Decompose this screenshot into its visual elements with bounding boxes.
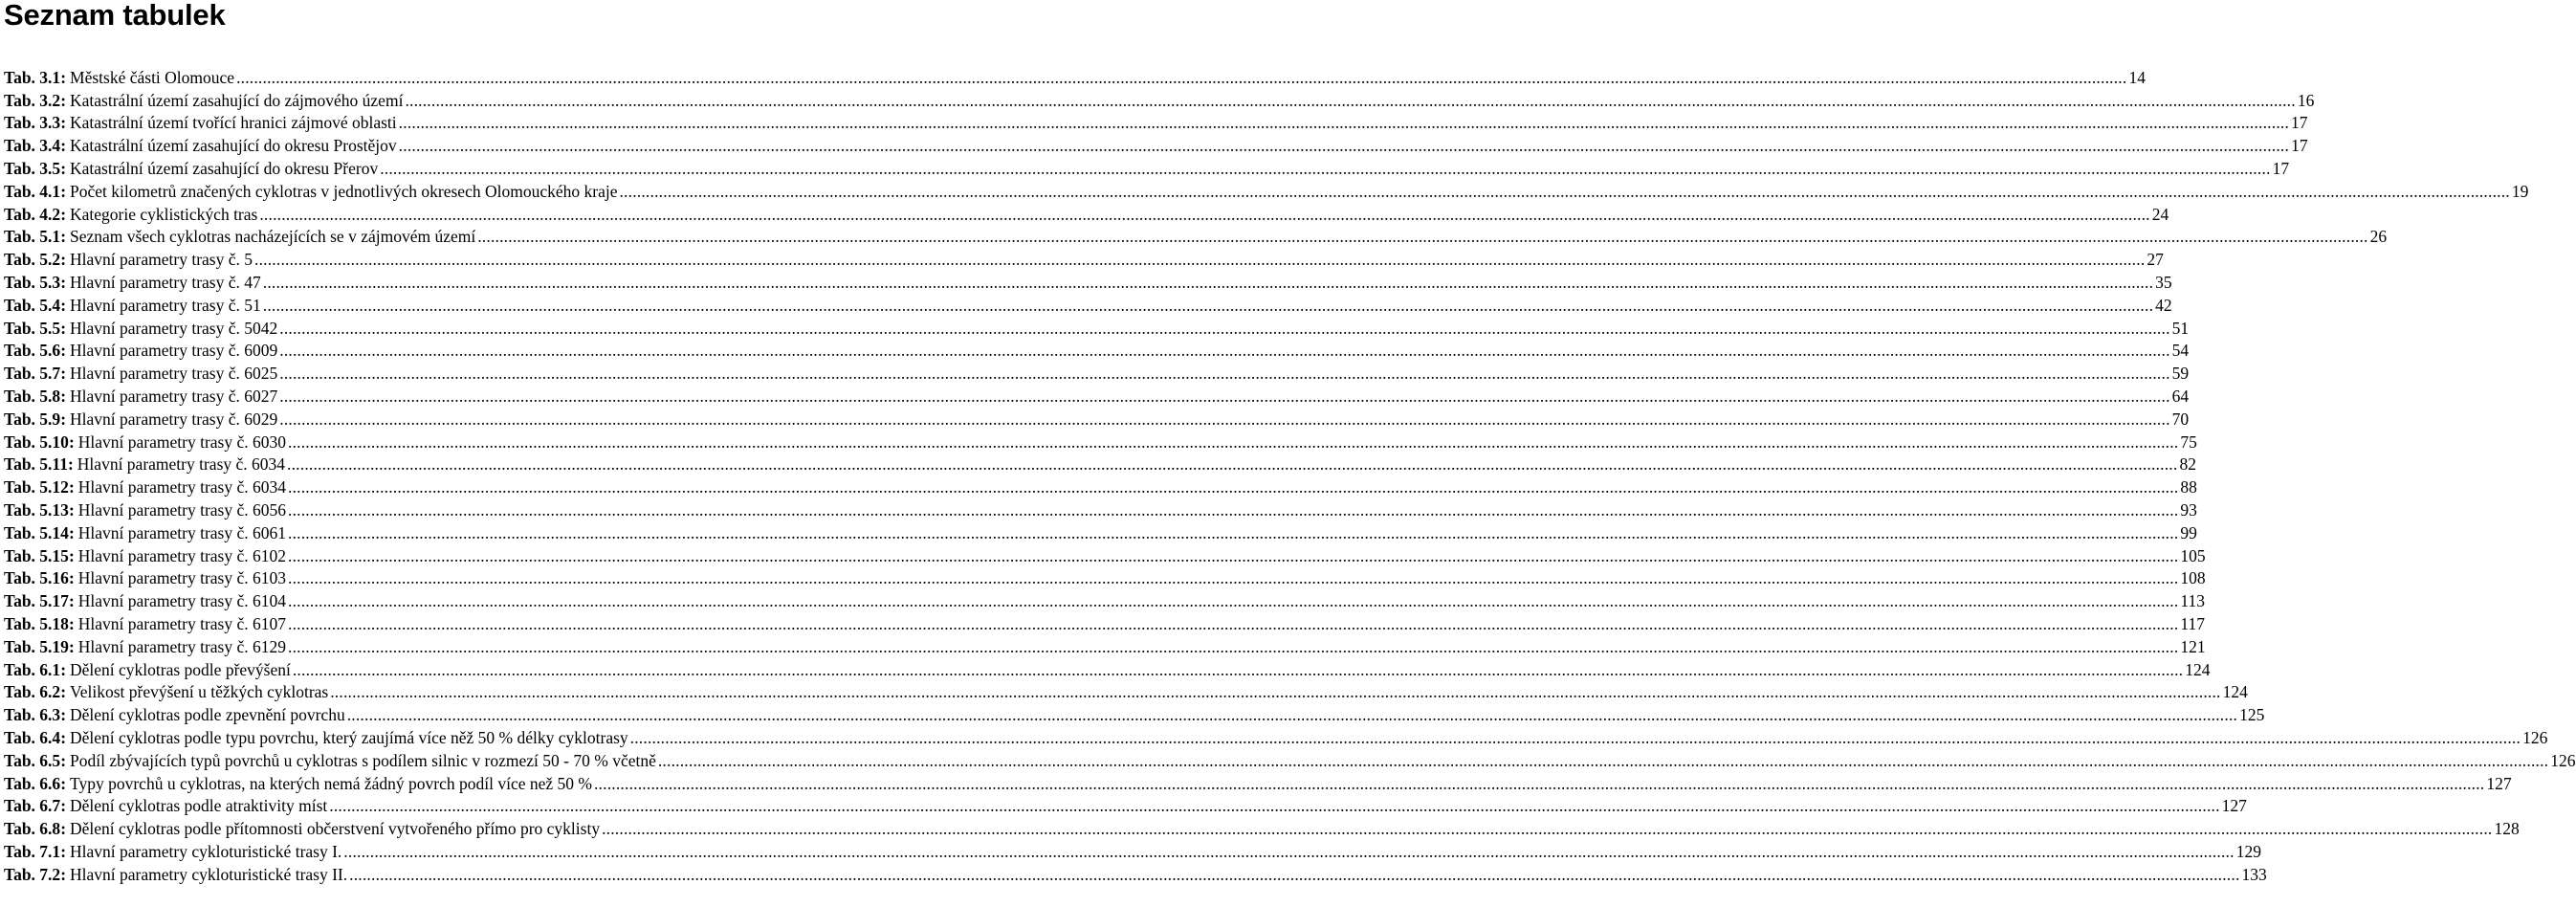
table-number-separator: : bbox=[68, 568, 75, 588]
table-caption: Hlavní parametry trasy č. 6129 bbox=[77, 636, 286, 656]
table-list-item[interactable] bbox=[4, 247, 2164, 270]
table-caption: Katastrální území zasahující do okresu Přerov bbox=[70, 158, 379, 178]
table-number: Tab. 7.1 bbox=[4, 841, 61, 861]
table-number-separator: : bbox=[60, 90, 67, 110]
page-number: 17 bbox=[2291, 113, 2308, 133]
page-number: 124 bbox=[2185, 659, 2211, 679]
table-caption: Dělení cyklotras podle přítomnosti občerstvení vytvořeného přímo pro cyklisty bbox=[70, 819, 601, 839]
table-list-item[interactable] bbox=[4, 133, 2308, 156]
table-list-item[interactable] bbox=[4, 566, 2206, 589]
table-caption: Hlavní parametry trasy č. 5042 bbox=[70, 318, 278, 338]
page-number: 126 bbox=[2522, 727, 2548, 747]
table-caption: Počet kilometrů značených cyklotras v jednotlivých okresech Olomouckého kraje bbox=[70, 181, 618, 201]
table-caption: Typy povrchů u cyklotras, na kterých nemá žádný povrch podíl více než 50 % bbox=[70, 773, 592, 793]
page-number: 117 bbox=[2180, 613, 2206, 633]
table-number: Tab. 5.7 bbox=[4, 364, 61, 384]
dot-leader bbox=[254, 249, 2145, 270]
table-number: Tab. 5.9 bbox=[4, 409, 61, 429]
table-number: Tab. 5.5 bbox=[4, 318, 61, 338]
dot-leader bbox=[288, 545, 2178, 566]
table-list-item[interactable] bbox=[4, 771, 2512, 794]
dot-leader bbox=[279, 318, 2169, 339]
table-number: Tab. 6.6 bbox=[4, 773, 61, 793]
table-number: Tab. 6.8 bbox=[4, 819, 61, 839]
table-caption: Hlavní parametry trasy č. 6009 bbox=[70, 341, 278, 361]
page-number: 26 bbox=[2369, 227, 2388, 247]
dot-leader bbox=[279, 386, 2169, 407]
table-number-separator: : bbox=[60, 796, 67, 816]
page-number: 128 bbox=[2494, 819, 2520, 839]
table-list-item[interactable] bbox=[4, 270, 2172, 293]
table-list bbox=[4, 65, 2576, 885]
table-number: Tab. 3.2 bbox=[4, 90, 61, 110]
dot-leader bbox=[279, 340, 2169, 361]
page-number: 93 bbox=[2180, 499, 2197, 520]
page-number: 75 bbox=[2180, 431, 2197, 452]
table-number: Tab. 5.6 bbox=[4, 341, 61, 361]
page-number: 113 bbox=[2180, 591, 2206, 611]
table-number: Tab. 5.2 bbox=[4, 250, 61, 270]
dot-leader bbox=[288, 590, 2178, 611]
table-list-item[interactable] bbox=[4, 88, 2315, 111]
table-caption: Dělení cyklotras podle atraktivity míst bbox=[70, 796, 328, 816]
table-number: Tab. 4.2 bbox=[4, 204, 61, 224]
table-list-item[interactable] bbox=[4, 520, 2197, 543]
table-number-separator: : bbox=[60, 341, 67, 361]
table-number: Tab. 3.1 bbox=[4, 67, 61, 87]
page-number: 14 bbox=[2128, 67, 2146, 87]
table-number: Tab. 5.3 bbox=[4, 272, 61, 292]
table-number: Tab. 5.8 bbox=[4, 386, 61, 406]
table-number: Tab. 5.18 bbox=[4, 613, 69, 633]
table-number-separator: : bbox=[68, 591, 75, 611]
table-list-item[interactable] bbox=[4, 361, 2190, 384]
dot-leader bbox=[602, 818, 2492, 839]
table-list-item[interactable] bbox=[4, 611, 2206, 634]
table-caption: Hlavní parametry trasy č. 6034 bbox=[77, 454, 286, 475]
page-number: 127 bbox=[2486, 773, 2512, 793]
page-number: 108 bbox=[2180, 568, 2206, 588]
table-caption: Dělení cyklotras podle převýšení bbox=[70, 659, 291, 679]
page-number: 42 bbox=[2155, 295, 2172, 315]
table-caption: Hlavní parametry trasy č. 47 bbox=[70, 272, 261, 292]
table-caption: Hlavní parametry trasy č. 51 bbox=[70, 295, 261, 315]
table-caption: Hlavní parametry cykloturistické trasy I. bbox=[70, 841, 342, 861]
dot-leader bbox=[288, 499, 2178, 520]
table-number-separator: : bbox=[60, 158, 67, 178]
page-number: 51 bbox=[2171, 318, 2190, 338]
table-number-separator: : bbox=[60, 386, 67, 406]
table-caption: Městské části Olomouce bbox=[70, 67, 235, 87]
table-number: Tab. 5.13 bbox=[4, 499, 69, 520]
page-number: 27 bbox=[2147, 250, 2164, 270]
dot-leader bbox=[347, 704, 2237, 725]
table-list-item[interactable] bbox=[4, 702, 2265, 725]
table-list-item[interactable] bbox=[4, 475, 2197, 498]
table-number: Tab. 3.3 bbox=[4, 113, 61, 133]
table-number: Tab. 6.1 bbox=[4, 659, 61, 679]
page-number: 70 bbox=[2171, 409, 2190, 429]
table-caption: Hlavní parametry trasy č. 6027 bbox=[70, 386, 278, 406]
dot-leader bbox=[288, 522, 2178, 543]
table-list-item[interactable] bbox=[4, 634, 2206, 657]
table-list-item[interactable] bbox=[4, 498, 2197, 520]
table-number-separator: : bbox=[60, 295, 67, 315]
page-number: 105 bbox=[2180, 545, 2206, 565]
table-caption: Hlavní parametry cykloturistické trasy II. bbox=[70, 864, 348, 884]
table-number-separator: : bbox=[68, 431, 75, 452]
table-number-separator: : bbox=[60, 227, 67, 247]
dot-leader bbox=[658, 750, 2548, 771]
dot-leader bbox=[288, 431, 2178, 453]
table-number-separator: : bbox=[60, 773, 67, 793]
dot-leader bbox=[405, 90, 2295, 111]
page-number: 99 bbox=[2180, 522, 2197, 542]
table-number-separator: : bbox=[60, 250, 67, 270]
table-number-separator: : bbox=[60, 659, 67, 679]
table-number-separator: : bbox=[68, 499, 75, 520]
table-number-separator: : bbox=[60, 113, 67, 133]
dot-leader bbox=[380, 158, 2270, 179]
table-number-separator: : bbox=[60, 181, 67, 201]
dot-leader bbox=[349, 864, 2239, 885]
table-number-separator: : bbox=[68, 522, 75, 542]
table-number: Tab. 4.1 bbox=[4, 181, 61, 201]
table-list-item[interactable] bbox=[4, 816, 2520, 839]
table-list-item[interactable] bbox=[4, 384, 2190, 407]
table-list-item[interactable] bbox=[4, 293, 2172, 316]
table-list-item[interactable] bbox=[4, 430, 2197, 453]
table-number-separator: : bbox=[60, 864, 67, 884]
table-caption: Hlavní parametry trasy č. 6034 bbox=[77, 477, 286, 498]
dot-leader bbox=[399, 112, 2289, 133]
table-list-item[interactable] bbox=[4, 839, 2261, 862]
table-number-separator: : bbox=[68, 636, 75, 656]
table-list-item[interactable] bbox=[4, 680, 2248, 703]
table-number-separator: : bbox=[60, 682, 67, 702]
dot-leader bbox=[293, 659, 2183, 680]
table-list-item[interactable] bbox=[4, 339, 2190, 362]
dot-leader bbox=[343, 841, 2234, 862]
table-list-item[interactable] bbox=[4, 316, 2190, 339]
table-number-separator: : bbox=[60, 136, 67, 156]
page-number: 82 bbox=[2179, 454, 2196, 475]
table-number-separator: : bbox=[68, 477, 75, 498]
table-caption: Velikost převýšení u těžkých cyklotras bbox=[70, 682, 329, 702]
table-caption: Hlavní parametry trasy č. 5 bbox=[70, 250, 253, 270]
dot-leader bbox=[288, 613, 2178, 634]
dot-leader bbox=[630, 727, 2521, 748]
page-number: 129 bbox=[2235, 841, 2261, 861]
table-number: Tab. 6.5 bbox=[4, 750, 61, 770]
table-number: Tab. 5.16 bbox=[4, 568, 69, 588]
dot-leader bbox=[279, 409, 2169, 430]
dot-leader bbox=[259, 204, 2149, 225]
table-caption: Hlavní parametry trasy č. 6030 bbox=[77, 431, 286, 452]
table-list-item[interactable] bbox=[4, 179, 2529, 202]
table-number-separator: : bbox=[60, 841, 67, 861]
dot-leader bbox=[263, 295, 2153, 316]
page-number: 17 bbox=[2291, 136, 2308, 156]
table-number: Tab. 3.4 bbox=[4, 136, 61, 156]
dot-leader bbox=[288, 567, 2178, 588]
table-list-item[interactable] bbox=[4, 202, 2169, 225]
table-caption: Podíl zbývajících typů povrchů u cyklotras s podílem silnic v rozmezí 50 - 70 % včetně bbox=[70, 750, 656, 770]
table-number: Tab. 6.4 bbox=[4, 727, 61, 747]
table-number-separator: : bbox=[60, 318, 67, 338]
page-number: 88 bbox=[2180, 477, 2197, 498]
table-number-separator: : bbox=[67, 454, 74, 475]
table-caption: Hlavní parametry trasy č. 6025 bbox=[70, 364, 278, 384]
page-number: 19 bbox=[2511, 181, 2529, 201]
table-caption: Hlavní parametry trasy č. 6029 bbox=[70, 409, 278, 429]
table-caption: Hlavní parametry trasy č. 6056 bbox=[77, 499, 286, 520]
dot-leader bbox=[287, 454, 2177, 475]
dot-leader bbox=[619, 181, 2509, 202]
table-caption: Kategorie cyklistických tras bbox=[70, 204, 258, 224]
table-list-item[interactable] bbox=[4, 588, 2206, 611]
table-number-separator: : bbox=[60, 819, 67, 839]
page-number: 24 bbox=[2151, 204, 2169, 224]
page-number: 125 bbox=[2239, 705, 2265, 725]
page-number: 127 bbox=[2221, 796, 2247, 816]
table-number: Tab. 5.17 bbox=[4, 591, 69, 611]
dot-leader bbox=[263, 272, 2153, 293]
table-list-item[interactable] bbox=[4, 225, 2388, 248]
page-number: 59 bbox=[2171, 364, 2190, 384]
table-number: Tab. 6.3 bbox=[4, 705, 61, 725]
dot-leader bbox=[288, 476, 2178, 498]
table-number: Tab. 5.14 bbox=[4, 522, 69, 542]
table-number: Tab. 5.1 bbox=[4, 227, 61, 247]
table-number-separator: : bbox=[60, 727, 67, 747]
dot-leader bbox=[594, 773, 2484, 794]
table-number-separator: : bbox=[60, 750, 67, 770]
dot-leader bbox=[329, 795, 2219, 816]
dot-leader bbox=[236, 67, 2126, 88]
table-list-item[interactable] bbox=[4, 453, 2196, 476]
table-list-item[interactable] bbox=[4, 543, 2206, 566]
page-number: 133 bbox=[2241, 864, 2267, 884]
table-caption: Hlavní parametry trasy č. 6061 bbox=[77, 522, 286, 542]
table-list-item[interactable] bbox=[4, 65, 2146, 88]
table-number: Tab. 3.5 bbox=[4, 158, 61, 178]
table-number: Tab. 7.2 bbox=[4, 864, 61, 884]
table-number-separator: : bbox=[68, 613, 75, 633]
table-number: Tab. 5.19 bbox=[4, 636, 69, 656]
table-caption: Seznam všech cyklotras nacházejících se v zájmovém území bbox=[70, 227, 476, 247]
table-list-item[interactable] bbox=[4, 748, 2576, 771]
table-list-item[interactable] bbox=[4, 657, 2211, 680]
table-list-item[interactable] bbox=[4, 111, 2308, 134]
table-list-item[interactable] bbox=[4, 407, 2190, 430]
dot-leader bbox=[279, 363, 2169, 384]
table-number-separator: : bbox=[60, 705, 67, 725]
table-number: Tab. 5.15 bbox=[4, 545, 69, 565]
dot-leader bbox=[288, 636, 2178, 657]
page-title: Seznam tabulek bbox=[4, 0, 226, 32]
table-caption: Dělení cyklotras podle zpevnění povrchu bbox=[70, 705, 345, 725]
table-number-separator: : bbox=[60, 67, 67, 87]
page-number: 64 bbox=[2171, 386, 2190, 406]
table-list-item[interactable] bbox=[4, 725, 2548, 748]
table-caption: Katastrální území zasahující do zájmového území bbox=[70, 90, 404, 110]
table-list-item[interactable] bbox=[4, 156, 2290, 179]
table-caption: Hlavní parametry trasy č. 6102 bbox=[77, 545, 286, 565]
dot-leader bbox=[399, 135, 2289, 156]
table-caption: Hlavní parametry trasy č. 6107 bbox=[77, 613, 286, 633]
table-number: Tab. 5.12 bbox=[4, 477, 69, 498]
table-number: Tab. 5.10 bbox=[4, 431, 69, 452]
table-number-separator: : bbox=[68, 545, 75, 565]
dot-leader bbox=[330, 681, 2220, 702]
page-number: 54 bbox=[2171, 341, 2190, 361]
table-number: Tab. 5.4 bbox=[4, 295, 61, 315]
table-number-separator: : bbox=[60, 364, 67, 384]
page-number: 126 bbox=[2550, 750, 2576, 770]
table-number-separator: : bbox=[60, 272, 67, 292]
table-list-item[interactable] bbox=[4, 862, 2267, 885]
page-number: 121 bbox=[2180, 636, 2206, 656]
table-caption: Dělení cyklotras podle typu povrchu, který zaujímá více něž 50 % délky cyklotrasy bbox=[70, 727, 628, 747]
table-caption: Katastrální území zasahující do okresu Prostějov bbox=[70, 136, 397, 156]
page-number: 124 bbox=[2222, 682, 2248, 702]
table-caption: Hlavní parametry trasy č. 6104 bbox=[77, 591, 286, 611]
page-number: 17 bbox=[2272, 158, 2290, 178]
page-number: 35 bbox=[2155, 272, 2172, 292]
table-caption: Hlavní parametry trasy č. 6103 bbox=[77, 568, 286, 588]
table-number: Tab. 6.7 bbox=[4, 796, 61, 816]
table-caption: Katastrální území tvořící hranici zájmové oblasti bbox=[70, 113, 397, 133]
page-number: 16 bbox=[2297, 90, 2315, 110]
table-list-item[interactable] bbox=[4, 794, 2247, 817]
table-number: Tab. 5.11 bbox=[4, 454, 68, 475]
table-number: Tab. 6.2 bbox=[4, 682, 61, 702]
table-number-separator: : bbox=[60, 204, 67, 224]
dot-leader bbox=[477, 226, 2367, 247]
table-number-separator: : bbox=[60, 409, 67, 429]
